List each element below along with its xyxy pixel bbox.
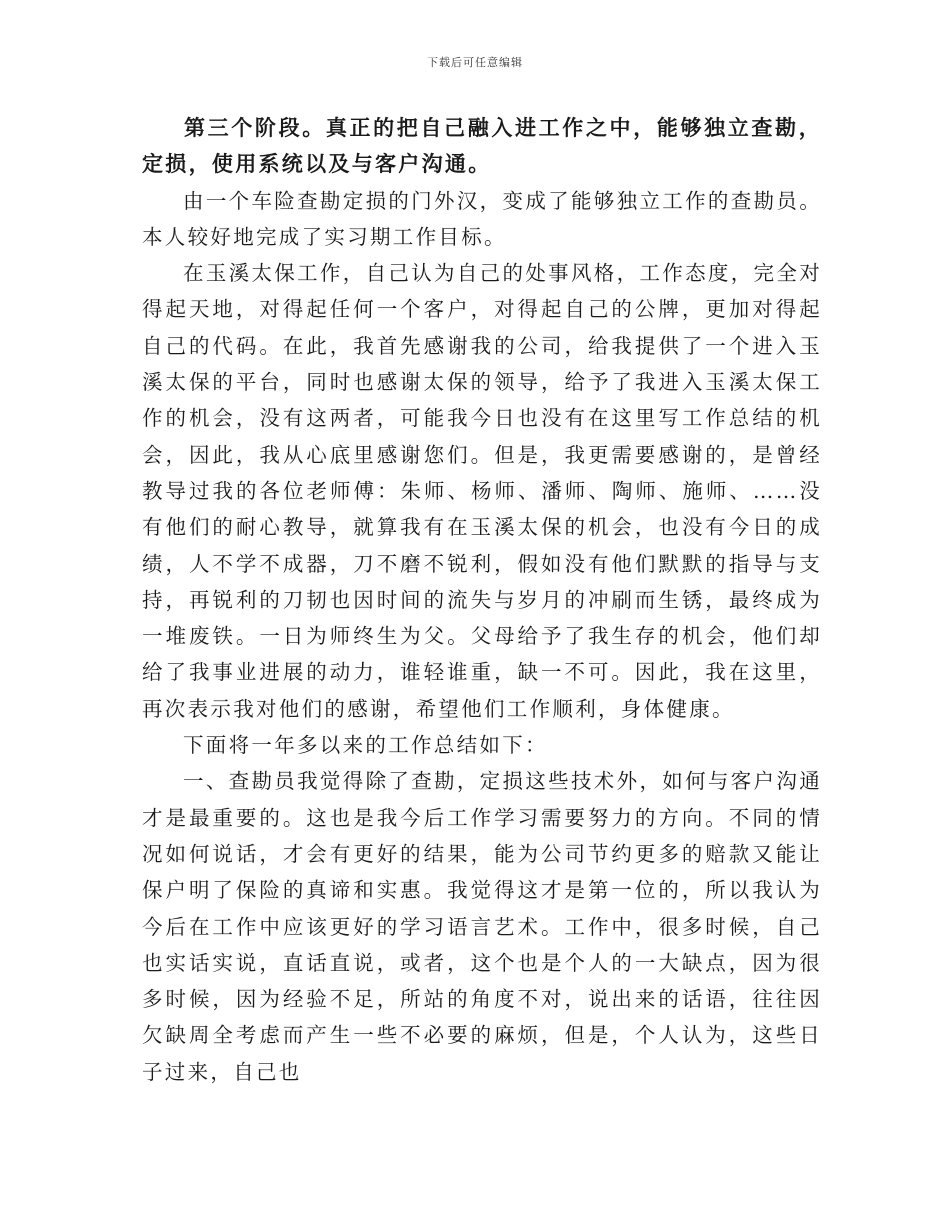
section-heading-paragraph: 第三个阶段。真正的把自己融入进工作之中，能够独立查勘，定损，使用系统以及与客户沟通。 bbox=[142, 115, 822, 177]
body-paragraph: 在玉溪太保工作，自己认为自己的处事风格，工作态度，完全对得起天地，对得起任何一个客户，对得起自己的公牌，更加对得起自己的代码。在此，我首先感谢我的公司，给我提供了一个进入玉溪太保的平台，同时也感谢太保的领导，给予了我进入玉溪太保工作的机会，没有这两者，可能我今日也没有在这里写工作总结的机会，因此，我从心底里感谢您们。但是，我更需要感谢的，是曾经教导过我的各位老师傅：朱师、杨师、潘师、陶师、施师、……没有他们的耐心教导，就算我有在玉溪太保的机会，也没有今日的成绩，人不学不成器，刀不磨不锐利，假如没有他们默默的指导与支持，再锐利的刀韧也因时间的流失与岁月的冲刷而生锈，最终成为一堆废铁。一日为师终生为父。父母给予了我生存的机会，他们却给了我事业进展的动力，谁轻谁重，缺一不可。因此，我在这里，再次表示我对他们的感谢，希望他们工作顺利，身体健康。 bbox=[142, 261, 822, 721]
header-note: 下载后可任意编辑 bbox=[427, 56, 523, 69]
body-paragraph: 下面将一年多以来的工作总结如下： bbox=[183, 733, 548, 758]
body-paragraph: 一、查勘员我觉得除了查勘，定损这些技术外，如何与客户沟通才是最重要的。这也是我今后工作学习需要努力的方向。不同的情况如何说话，才会有更好的结果，能为公司节约更多的赔款又能让保户明了保险的真谛和实惠。我觉得这才是第一位的，所以我认为今后在工作中应该更好的学习语言艺术。工作中，很多时候，自己也实话实说，直话直说，或者，这个也是个人的一大缺点，因为很多时候，因为经验不足，所站的角度不对，说出来的话语，往往因欠缺周全考虑而产生一些不必要的麻烦，但是，个人认为，这些日子过来，自己也 bbox=[142, 769, 822, 1084]
body-paragraph: 由一个车险查勘定损的门外汉，变成了能够独立工作的查勘员。本人较好地完成了实习期工作目标。 bbox=[142, 188, 822, 249]
document-body bbox=[142, 110, 822, 1090]
